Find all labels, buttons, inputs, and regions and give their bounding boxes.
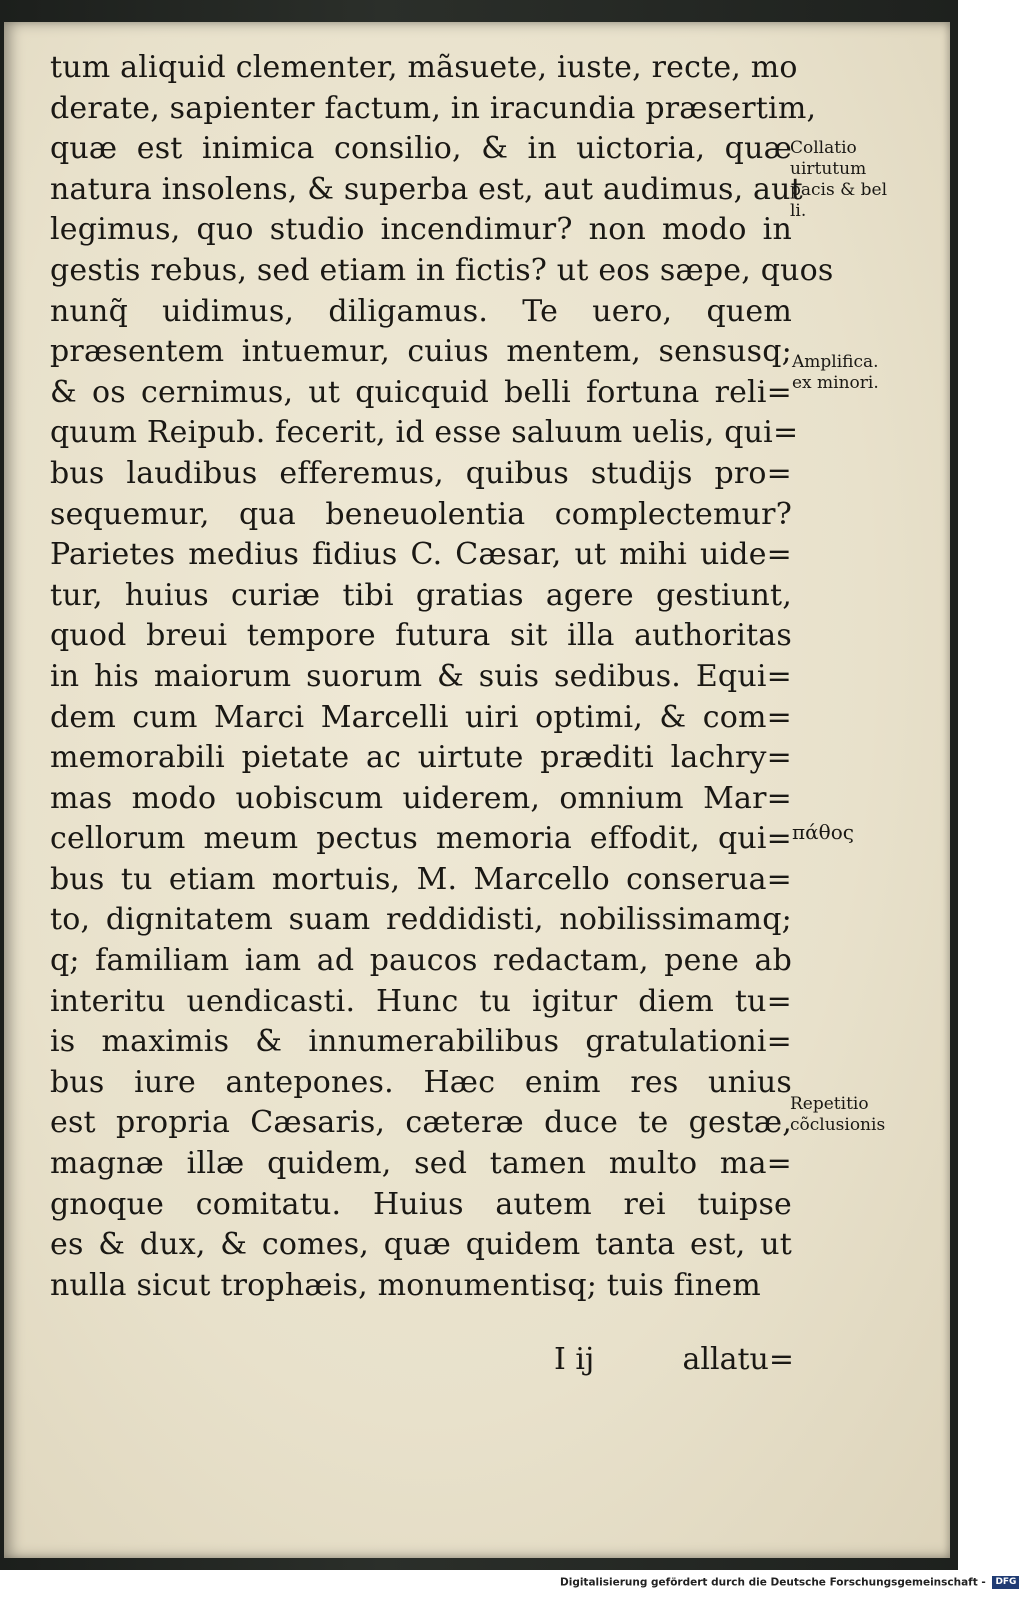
margin-note-line: cõclusionis [790,1115,886,1135]
margin-note-collatio [790,138,887,222]
text-line: mas modo uobiscum uiderem, omnium Mar= [50,780,792,816]
text-line: quum Reipub. fecerit, id esse saluum uelis, qui= [50,415,799,451]
margin-note-line: Amplifica. [792,352,879,372]
text-line: interitu uendicasti. Hunc tu igitur diem tu= [50,983,792,1019]
margin-note-line: Repetitio [790,1094,869,1114]
text-line: tum aliquid clementer, mãsuete, iuste, recte, mo [50,50,798,85]
text-line: magnæ illæ quidem, sed tamen multo ma= [50,1146,792,1182]
margin-note-line: li. [790,201,807,221]
text-line: is maximis & innumerabilibus gratulationi= [50,1024,792,1060]
margin-note-repetitio [790,1094,885,1136]
text-line: dem cum Marci Marcelli uiri optimi, & com= [50,699,792,735]
catchword: allatu= [682,1342,794,1377]
margin-note-amplificatio [792,352,879,394]
text-line: & os cernimus, ut quicquid belli fortuna reli= [50,374,792,410]
margin-note-line: ex minori. [792,373,879,393]
text-line: gnoque comitatu. Huius autem rei tuipse [50,1186,792,1222]
text-line: in his maiorum suorum & suis sedibus. Equi= [50,658,792,694]
text-line: nulla sicut trophæis, monumentisq; tuis finem [50,1267,761,1303]
text-line: cellorum meum pectus memoria effodit, qui= [50,821,792,857]
margin-note-pathos [792,822,854,843]
text-line: gestis rebus, sed etiam in fictis? ut eos sæpe, quos [50,252,834,288]
text-line: sequemur, qua beneuolentia complectemur? [50,496,792,532]
text-line: natura insolens, & superba est, aut audimus, aut [50,171,803,207]
margin-note-line: πάθος [792,820,854,844]
margin-note-line: uirtutum [790,159,867,179]
text-line: bus iure antepones. Hæc enim res unius [50,1064,792,1100]
text-line: tur, huius curiæ tibi gratias agere gestiunt, [50,577,792,613]
margin-note-line: Collatio [790,138,857,158]
text-line: præsentem intuemur, cuius mentem, sensusq; [50,334,792,370]
text-line: quæ est inimica consilio, & in uictoria, quæ [50,131,792,167]
text-line: q; familiam iam ad paucos redactam, pene ab [50,943,792,979]
text-line: memorabili pietate ac uirtute præditi lachry= [50,740,792,776]
text-line: to, dignitatem suam reddidisti, nobilissimamq; [50,902,792,938]
digitization-credit [560,1576,1017,1594]
book-page [4,22,950,1558]
text-line: bus tu etiam mortuis, M. Marcello conserua= [50,861,792,897]
text-line: Parietes medius fidius C. Cæsar, ut mihi uide= [50,537,792,573]
text-line: bus laudibus efferemus, quibus studijs pro= [50,455,792,491]
text-line: es & dux, & comes, quæ quidem tanta est, ut [50,1227,792,1263]
signature-mark: I ij [554,1342,595,1377]
text-line: nunq̃ uidimus, diligamus. Te uero, quem [50,293,792,329]
page-foot-line [554,1342,794,1382]
text-line: legimus, quo studio incendimur? non modo in [50,212,792,248]
dfg-logo: DFG [992,1576,1019,1589]
margin-note-line: pacis & bel [790,180,888,200]
text-line: est propria Cæsaris, cæteræ duce te gestæ, [50,1105,792,1141]
text-line: quod breui tempore futura sit illa authoritas [50,618,792,654]
credit-text: Digitalisierung gefördert durch die Deutsche Forschungsgemeinschaft - [560,1576,986,1589]
text-line: derate, sapienter factum, in iracundia præsertim, [50,90,817,126]
